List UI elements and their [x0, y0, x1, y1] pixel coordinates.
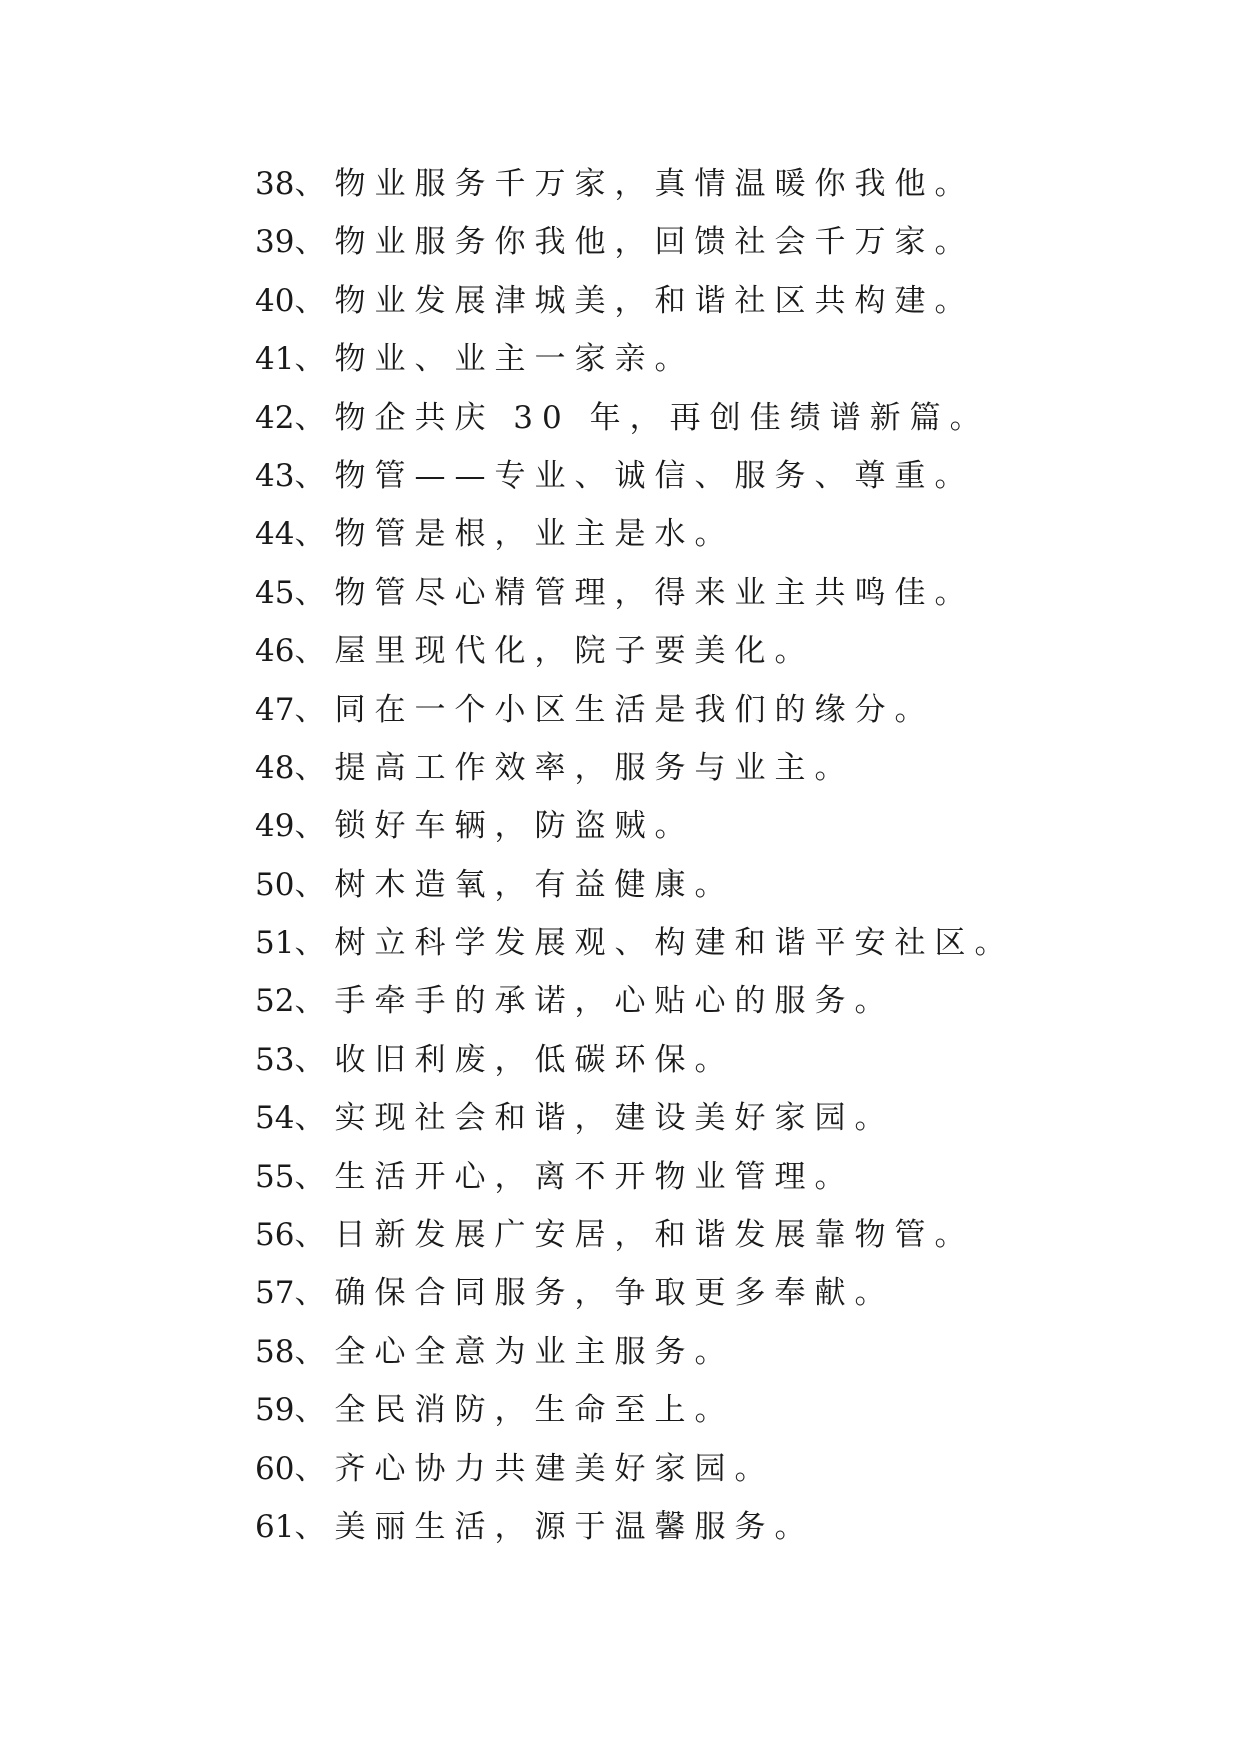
- slogan-item: [255, 1323, 1014, 1381]
- item-number: 60: [255, 1450, 295, 1487]
- item-text: 树木造氧，有益健康。: [334, 866, 735, 903]
- item-number: 59: [255, 1392, 295, 1429]
- slogan-list: [255, 155, 1014, 1556]
- item-separator: 、: [294, 691, 335, 728]
- slogan-item: [255, 1264, 1014, 1322]
- slogan-item: [255, 972, 1014, 1030]
- slogan-item: [255, 155, 1014, 213]
- item-separator: 、: [294, 516, 335, 553]
- item-text: 生活开心，离不开物业管理。: [334, 1158, 855, 1195]
- item-separator: 、: [294, 808, 335, 845]
- item-separator: 、: [294, 574, 335, 611]
- item-text: 提高工作效率，服务与业主。: [334, 749, 855, 786]
- item-text: 日新发展广安居，和谐发展靠物管。: [334, 1217, 975, 1254]
- item-text: 物业发展津城美，和谐社区共构建。: [334, 282, 975, 319]
- item-number: 40: [255, 282, 295, 319]
- item-text: 同在一个小区生活是我们的缘分。: [334, 691, 935, 728]
- item-number: 54: [255, 1100, 295, 1137]
- item-number: 52: [255, 983, 295, 1020]
- item-separator: 、: [294, 399, 335, 436]
- item-text: 美丽生活，源于温馨服务。: [334, 1508, 815, 1545]
- slogan-item: [255, 1148, 1014, 1206]
- slogan-item: [255, 914, 1014, 972]
- item-number: 53: [255, 1041, 295, 1078]
- slogan-item: [255, 622, 1014, 680]
- slogan-item: [255, 1206, 1014, 1264]
- slogan-item: [255, 213, 1014, 271]
- slogan-item: [255, 1440, 1014, 1498]
- item-number: 46: [255, 633, 295, 670]
- item-separator: 、: [294, 925, 335, 962]
- slogan-item: [255, 389, 1014, 447]
- item-number: 56: [255, 1217, 295, 1254]
- item-separator: 、: [294, 457, 335, 494]
- item-separator: 、: [294, 1275, 335, 1312]
- item-text: 物管——专业、诚信、服务、尊重。: [334, 457, 975, 494]
- item-separator: 、: [294, 166, 335, 202]
- item-text: 物管尽心精管理，得来业主共鸣佳。: [334, 574, 975, 611]
- item-text: 全民消防，生命至上。: [334, 1392, 735, 1429]
- item-separator: 、: [294, 983, 335, 1020]
- item-number: 61: [255, 1508, 295, 1545]
- item-separator: 、: [294, 866, 335, 903]
- slogan-item: [255, 797, 1014, 855]
- item-separator: 、: [294, 1217, 335, 1254]
- item-text: 物管是根，业主是水。: [334, 516, 735, 553]
- item-separator: 、: [294, 224, 335, 261]
- item-separator: 、: [294, 341, 335, 378]
- item-number: 57: [255, 1275, 295, 1312]
- item-text: 全心全意为业主服务。: [334, 1333, 735, 1370]
- item-separator: 、: [294, 749, 335, 786]
- item-text: 物业服务你我他，回馈社会千万家。: [334, 224, 975, 261]
- item-number: 45: [255, 574, 295, 611]
- item-number: 44: [255, 516, 295, 553]
- item-text: 锁好车辆，防盗贼。: [334, 808, 695, 845]
- item-separator: 、: [294, 1041, 335, 1078]
- item-number: 43: [255, 457, 295, 494]
- item-text: 确保合同服务，争取更多奉献。: [334, 1275, 895, 1312]
- item-text: 物企共庆 30 年，再创佳绩谱新篇。: [334, 399, 990, 436]
- item-number: 58: [255, 1333, 295, 1370]
- item-number: 39: [255, 224, 295, 261]
- item-text: 手牵手的承诺，心贴心的服务。: [334, 983, 895, 1020]
- slogan-item: [255, 447, 1014, 505]
- item-number: 42: [255, 399, 295, 436]
- item-text: 实现社会和谐，建设美好家园。: [334, 1100, 895, 1137]
- item-separator: 、: [294, 282, 335, 319]
- item-text: 物业、业主一家亲。: [334, 341, 695, 378]
- slogan-item: [255, 739, 1014, 797]
- item-number: 55: [255, 1158, 295, 1195]
- slogan-item: [255, 1498, 1014, 1556]
- slogan-item: [255, 564, 1014, 622]
- item-separator: 、: [294, 1508, 335, 1545]
- item-number: 51: [255, 925, 295, 962]
- item-text: 收旧利废，低碳环保。: [334, 1041, 735, 1078]
- slogan-item: [255, 505, 1014, 563]
- item-separator: 、: [294, 1333, 335, 1370]
- slogan-item: [255, 1381, 1014, 1439]
- item-separator: 、: [294, 1450, 335, 1487]
- item-number: 50: [255, 866, 295, 903]
- item-number: 41: [255, 341, 295, 378]
- item-number: 38: [255, 166, 295, 202]
- slogan-item: [255, 681, 1014, 739]
- slogan-item: [255, 856, 1014, 914]
- item-number: 48: [255, 749, 295, 786]
- item-separator: 、: [294, 1392, 335, 1429]
- item-text: 物业服务千万家，真情温暖你我他。: [334, 166, 975, 202]
- item-separator: 、: [294, 1158, 335, 1195]
- item-number: 47: [255, 691, 295, 728]
- item-text: 树立科学发展观、构建和谐平安社区。: [334, 925, 1015, 962]
- item-text: 屋里现代化，院子要美化。: [334, 633, 815, 670]
- slogan-item: [255, 272, 1014, 330]
- slogan-item: [255, 1031, 1014, 1089]
- slogan-item: [255, 330, 1014, 388]
- item-text: 齐心协力共建美好家园。: [334, 1450, 775, 1487]
- item-number: 49: [255, 808, 295, 845]
- slogan-item: [255, 1089, 1014, 1147]
- item-separator: 、: [294, 633, 335, 670]
- item-separator: 、: [294, 1100, 335, 1137]
